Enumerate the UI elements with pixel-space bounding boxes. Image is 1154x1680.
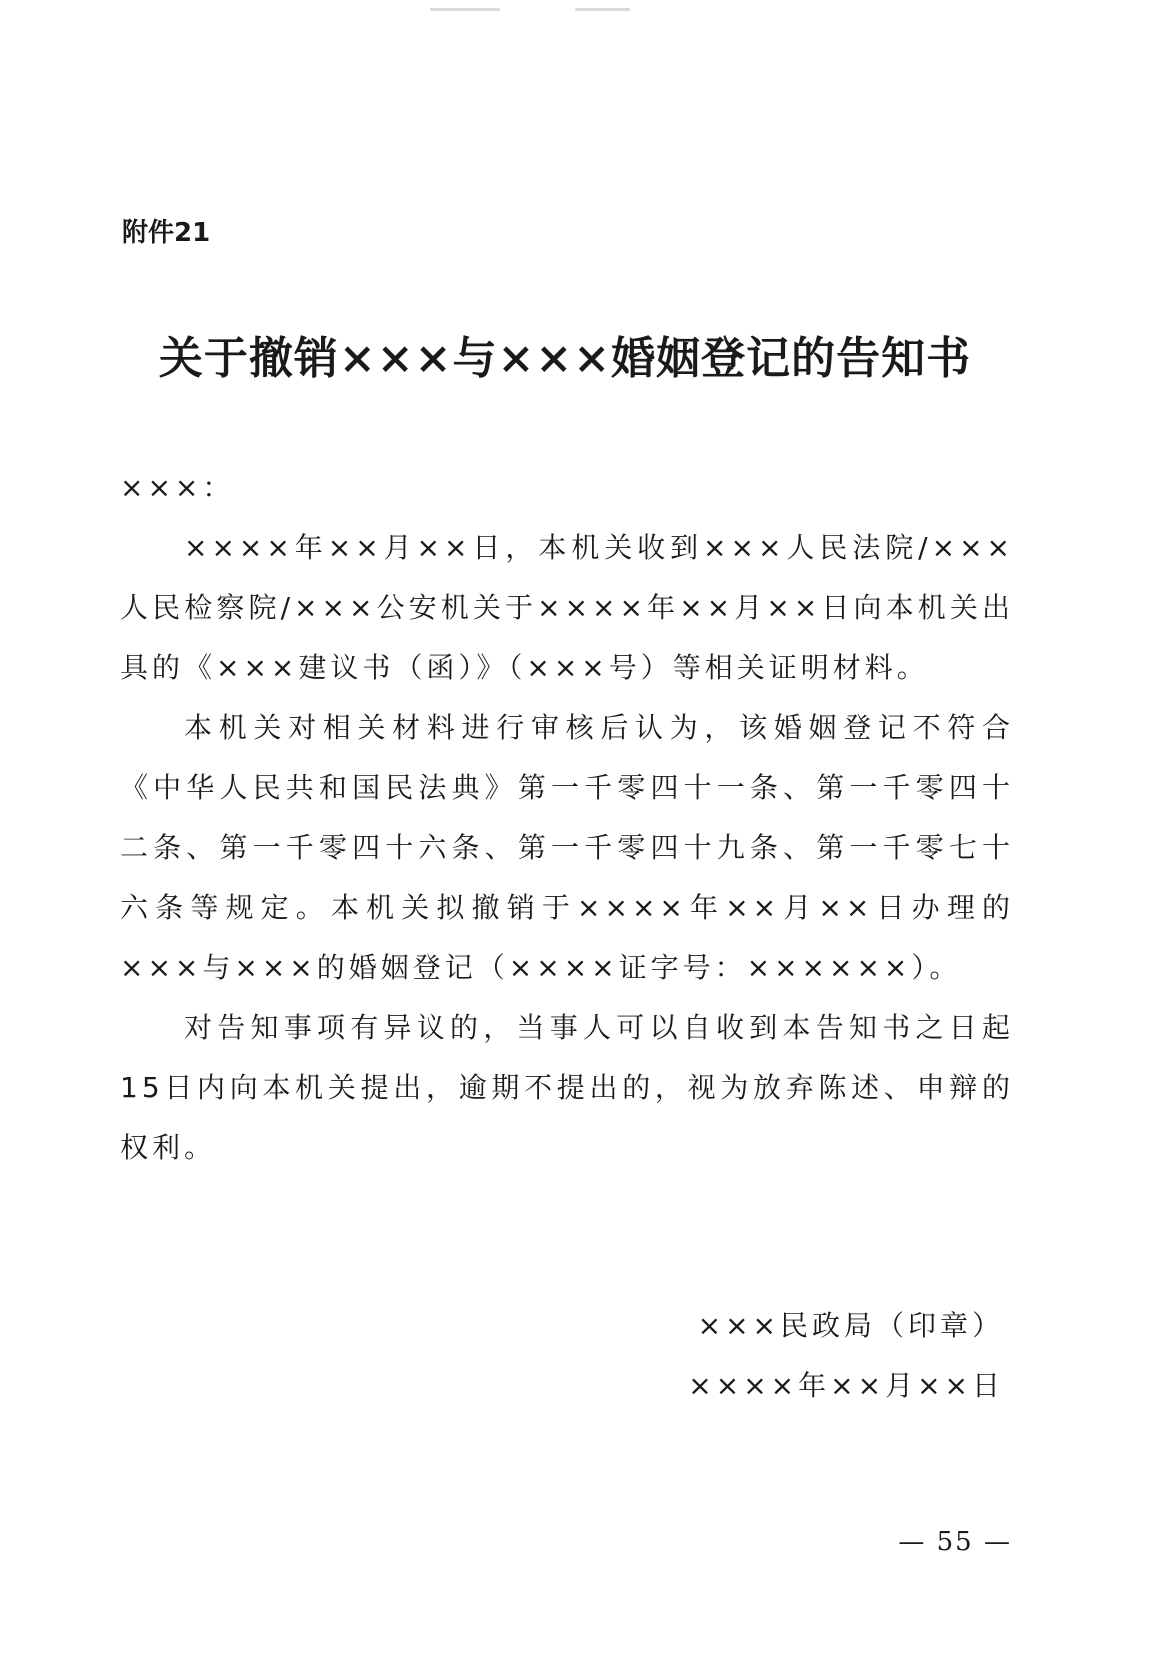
- attachment-label: 附件21: [122, 218, 211, 248]
- document-title: 关于撤销×××与×××婚姻登记的告知书: [158, 333, 972, 384]
- salutation: ×××：: [120, 471, 235, 504]
- issuer-name: ×××民政局（印章）: [697, 1309, 1004, 1342]
- paragraph-receipt: ××××年××月××日，本机关收到×××人民法院/×××人民检察院/×××公安机关于××××年××月××日向本机关出具的《×××建议书（函）》（×××号）等相关证明材料。: [120, 531, 1014, 684]
- scan-artifact: [575, 8, 630, 11]
- paragraph-objection: 对告知事项有异议的，当事人可以自收到本告知书之日起15日内向本机关提出，逾期不提出的，视为放弃陈述、申辩的权利。: [120, 1011, 1014, 1164]
- page-number: — 55 —: [898, 1527, 1012, 1557]
- paragraph-review: 本机关对相关材料进行审核后认为，该婚姻登记不符合《中华人民共和国民法典》第一千零四十一条、第一千零四十二条、第一千零四十六条、第一千零四十九条、第一千零七十六条等规定。本机关拟撤销于××××年××月××日办理的×××与×××的婚姻登记（××××证字号：××××××）。: [120, 711, 1014, 984]
- document-body: [120, 458, 1014, 1178]
- issue-date: ××××年××月××日: [688, 1369, 1004, 1402]
- signature-block: [688, 1296, 1004, 1416]
- scan-artifact: [430, 8, 500, 11]
